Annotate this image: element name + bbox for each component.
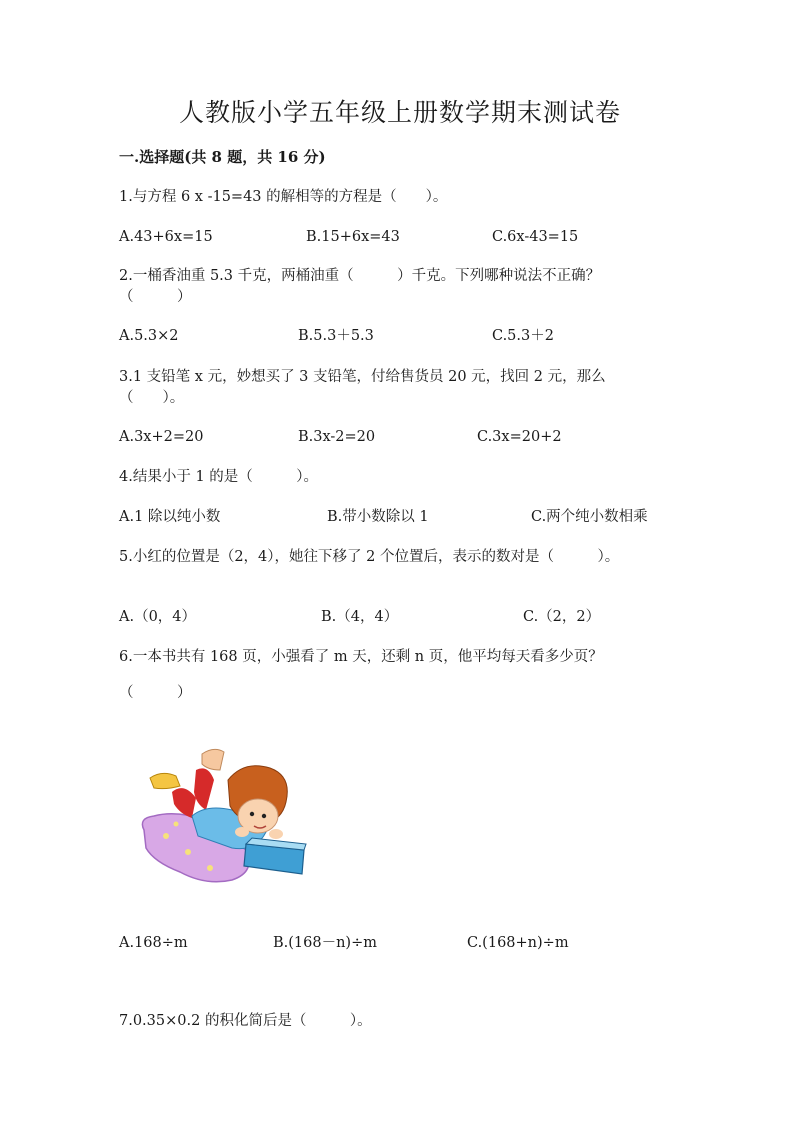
question-text: 2.一桶香油重 5.3 千克，两桶油重（ ）千克。下列哪种说法不正确？	[119, 268, 601, 284]
option-c: C.3x=20+2	[477, 429, 562, 445]
option-a: A.168÷m	[119, 935, 188, 951]
question-text: 6.一本书共有 168 页，小强看了 m 天，还剩 n 页，他平均每天看多少页？	[119, 649, 603, 665]
question-4	[119, 467, 679, 488]
question-text: 5.小红的位置是（2，4），她往下移了 2 个位置后，表示的数对是（ ）。	[119, 549, 620, 565]
question-6-cont	[119, 683, 679, 704]
question-text-cont: （ ）	[119, 289, 192, 305]
option-b: B.5.3＋5.3	[298, 328, 374, 344]
question-6	[119, 647, 679, 668]
option-c: C.5.3＋2	[492, 328, 554, 344]
section-heading: 一.选择题(共 8 题，共 16 分)	[119, 148, 326, 166]
question-text: 4.结果小于 1 的是（ ）。	[119, 469, 319, 485]
option-a: A.（0，4）	[119, 609, 197, 625]
option-c: C.6x-43=15	[492, 229, 579, 245]
question-text: 1.与方程 6 x -15=43 的解相等的方程是（ ）。	[119, 189, 448, 205]
question-1	[119, 187, 679, 208]
option-a: A.5.3×2	[119, 328, 179, 344]
exam-title: 人教版小学五年级上册数学期末测试卷	[178, 98, 621, 127]
question-5	[119, 547, 679, 568]
option-b: B.15+6x=43	[306, 229, 400, 245]
option-b: B.(168－n)÷m	[273, 935, 377, 951]
question-text-cont: （ ）。	[119, 390, 185, 406]
option-c: C.(168+n)÷m	[467, 935, 569, 951]
option-b: B.3x-2=20	[298, 429, 376, 445]
option-a: A.43+6x=15	[119, 229, 213, 245]
option-c: C.（2，2）	[523, 609, 601, 625]
option-b: B.（4，4）	[321, 609, 399, 625]
question-text: 7.0.35×0.2 的积化简后是（ ）。	[119, 1013, 372, 1029]
option-c: C.两个纯小数相乘	[531, 509, 648, 525]
option-b: B.带小数除以 1	[327, 509, 429, 525]
question-2	[119, 266, 679, 308]
option-a: A.1 除以纯小数	[119, 509, 221, 525]
question-text-cont: （ ）	[119, 685, 192, 701]
question-text: 3.1 支铅笔 x 元，妙想买了 3 支铅笔，付给售货员 20 元，找回 2 元，那么	[119, 369, 606, 385]
question-7	[119, 1011, 679, 1032]
child-reading-book-icon	[136, 740, 316, 890]
question-3	[119, 367, 679, 409]
option-a: A.3x+2=20	[119, 429, 204, 445]
